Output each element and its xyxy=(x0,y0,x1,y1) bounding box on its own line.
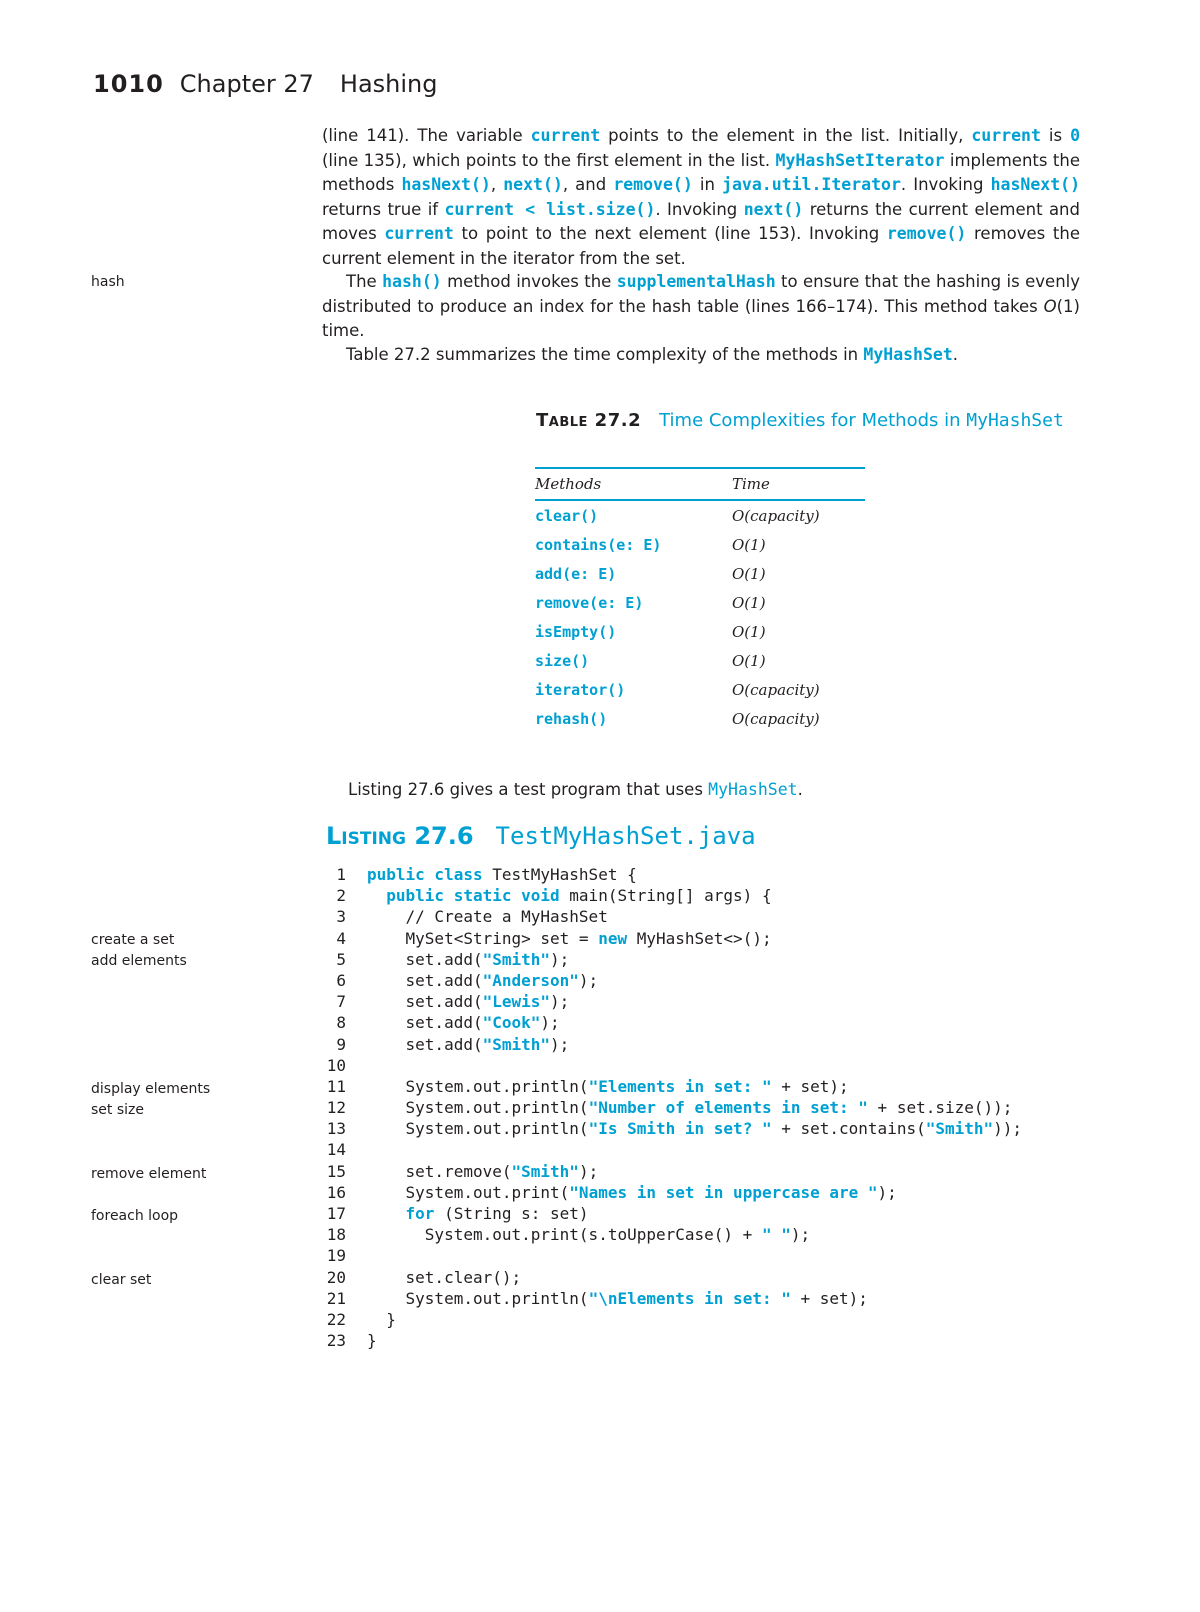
line-number: 21 xyxy=(326,1288,346,1308)
code-text xyxy=(367,886,386,905)
paragraph-hash xyxy=(322,270,1080,344)
code-line xyxy=(322,1182,1022,1203)
line-number: 4 xyxy=(336,928,346,948)
table-row xyxy=(535,617,865,646)
code-text: ); xyxy=(578,970,599,990)
code-text: ); xyxy=(540,1013,560,1033)
code-text: )); xyxy=(993,1119,1023,1139)
text-run: in xyxy=(692,175,723,194)
line-number: 23 xyxy=(326,1331,346,1351)
code-text: ); xyxy=(550,949,570,969)
code-text xyxy=(367,1204,406,1223)
margin-note-create-set: create a set xyxy=(91,932,175,948)
listing-caption xyxy=(326,822,756,850)
code-line xyxy=(322,970,1022,991)
code-line xyxy=(322,1245,1022,1266)
line-number: 20 xyxy=(326,1267,346,1287)
table-row xyxy=(535,646,865,675)
code-keyword: public class xyxy=(367,865,483,884)
text-run: (line 141). The variable xyxy=(322,126,531,145)
code-line xyxy=(322,928,1022,949)
code-text: set.add( xyxy=(367,1034,483,1054)
text-run: , and xyxy=(562,175,614,194)
text-run: to point to the next element (line 153). Invoking xyxy=(453,224,887,243)
complexity-table xyxy=(535,467,865,733)
text-run: , xyxy=(490,175,504,194)
code-text: ); xyxy=(578,1161,599,1181)
code-text: set.add( xyxy=(367,949,483,969)
code-string: "Smith" xyxy=(482,949,551,969)
code-line xyxy=(322,1055,1022,1076)
code-string: "Names in set in uppercase are " xyxy=(569,1182,878,1202)
paragraph-table-intro xyxy=(322,343,1080,368)
code-string: "Smith" xyxy=(482,1034,551,1054)
line-number: 17 xyxy=(326,1204,346,1223)
inline-code: hasNext() xyxy=(990,175,1080,194)
code-line xyxy=(322,1203,1022,1224)
code-text: TestMyHashSet { xyxy=(482,865,637,884)
code-text: System.out.println( xyxy=(367,1288,589,1308)
code-string: "Is Smith in set? " xyxy=(588,1119,772,1139)
code-string: "Number of elements in set: " xyxy=(588,1098,868,1118)
code-text: set.add( xyxy=(367,1013,483,1033)
code-line xyxy=(322,864,1022,885)
line-number: 9 xyxy=(336,1034,346,1054)
method-cell: contains(e: E) xyxy=(535,535,662,554)
page-number: 1010 xyxy=(93,70,164,98)
time-cell: O(1) xyxy=(732,535,766,554)
running-header xyxy=(93,70,438,98)
chapter-title: Hashing xyxy=(339,70,438,98)
code-text: MyHashSet<>(); xyxy=(627,928,772,948)
text-run: (1) time. xyxy=(322,296,1080,340)
margin-note-add-elements: add elements xyxy=(91,953,187,969)
line-number: 14 xyxy=(326,1140,346,1160)
margin-note-foreach-loop: foreach loop xyxy=(91,1208,179,1224)
line-number: 13 xyxy=(326,1119,346,1139)
table-row xyxy=(535,559,865,588)
text-run: removes the current element in the iterator from the set. xyxy=(322,224,1080,268)
code-line xyxy=(322,906,1022,927)
code-text: main(String[] args) { xyxy=(559,886,772,906)
code-line xyxy=(322,1139,1022,1160)
inline-code: next() xyxy=(503,175,563,194)
code-string: "Lewis" xyxy=(482,992,551,1012)
code-string: "Smith" xyxy=(925,1119,994,1139)
inline-code: current xyxy=(971,126,1041,145)
text-run: is xyxy=(1040,126,1071,145)
code-keyword: public static void xyxy=(386,886,560,906)
time-cell: O(1) xyxy=(732,564,766,583)
code-line xyxy=(322,1330,1022,1351)
table-caption xyxy=(536,408,1064,434)
code-text: System.out.println( xyxy=(367,1119,589,1139)
time-cell: O(1) xyxy=(732,593,766,612)
inline-code: MyHashSetIterator xyxy=(775,150,945,170)
inline-code: current < list.size() xyxy=(444,199,656,219)
line-number: 15 xyxy=(326,1161,346,1181)
column-header-methods: Methods xyxy=(535,468,732,500)
table-row xyxy=(535,500,865,530)
code-line xyxy=(322,1309,1022,1330)
code-text: MySet<String> set = xyxy=(367,928,599,948)
text-run: returns the current element and moves xyxy=(322,199,1080,243)
text-run: . Invoking xyxy=(655,199,744,219)
code-text: set.add( xyxy=(367,992,483,1012)
code-text: + set.contains( xyxy=(771,1119,926,1139)
method-cell: size() xyxy=(535,651,590,670)
code-text: + set.size()); xyxy=(867,1098,1013,1118)
line-number: 11 xyxy=(326,1076,346,1096)
code-text: set.remove( xyxy=(367,1161,512,1181)
listing-intro: Listing 27.6 gives a test program that uses MyHashSet. xyxy=(348,780,803,799)
time-cell: O(capacity) xyxy=(732,506,820,525)
line-number: 1 xyxy=(336,865,346,884)
text-run: method invokes the xyxy=(441,272,617,291)
paragraph-iterator xyxy=(322,124,1080,271)
line-number: 7 xyxy=(336,992,346,1012)
text-run: points to the element in the list. Initially, xyxy=(600,126,972,145)
listing-filename: TestMyHashSet.java xyxy=(495,822,756,850)
inline-code: current xyxy=(530,126,601,145)
inline-code: next() xyxy=(743,199,804,219)
table-row xyxy=(535,588,865,617)
code-text: ); xyxy=(877,1182,897,1202)
method-cell: isEmpty() xyxy=(535,622,617,641)
code-line xyxy=(322,1076,1022,1097)
line-number: 22 xyxy=(326,1309,346,1329)
text-run: . Invoking xyxy=(900,175,991,194)
text-run: to ensure that the hashing is evenly distributed to produce an index for the hash table (lines 166–174). This method takes xyxy=(322,272,1080,316)
line-number: 6 xyxy=(336,970,346,990)
method-cell: iterator() xyxy=(535,680,626,699)
text-run: . xyxy=(952,345,959,364)
inline-code: remove() xyxy=(613,175,693,194)
table-row xyxy=(535,530,865,559)
table-row xyxy=(535,675,865,704)
line-number: 19 xyxy=(326,1246,346,1266)
margin-note-hash: hash xyxy=(91,274,125,290)
code-keyword: new xyxy=(598,928,628,948)
method-cell: rehash() xyxy=(535,709,608,728)
code-text: System.out.print(s.toUpperCase() + xyxy=(367,1225,762,1245)
code-text: (String s: set) xyxy=(434,1204,589,1223)
code-string: "Anderson" xyxy=(482,970,579,990)
italic-text: O xyxy=(1043,296,1057,316)
line-number: 5 xyxy=(336,949,346,969)
column-header-time: Time xyxy=(732,468,865,500)
chapter-label: Chapter 27 xyxy=(179,70,314,98)
table-label: Table 27.2 xyxy=(536,410,642,431)
line-number: 3 xyxy=(336,907,346,927)
code-line xyxy=(322,1288,1022,1309)
code-line xyxy=(322,885,1022,906)
code-text xyxy=(367,907,406,926)
listing-intro-code: MyHashSet xyxy=(708,780,798,799)
code-text: } xyxy=(367,1331,377,1351)
code-line xyxy=(322,1161,1022,1182)
code-string: "Cook" xyxy=(482,1013,541,1033)
inline-code: java.util.Iterator xyxy=(722,175,901,194)
code-text: System.out.println( xyxy=(367,1098,589,1118)
text-run: Table 27.2 summarizes the time complexity of the methods in xyxy=(346,345,864,364)
table-header-row xyxy=(535,468,865,500)
code-keyword: for xyxy=(405,1204,435,1223)
code-text: System.out.print( xyxy=(367,1182,570,1202)
code-line xyxy=(322,1224,1022,1245)
code-line xyxy=(322,1267,1022,1288)
code-line xyxy=(322,991,1022,1012)
method-cell: add(e: E) xyxy=(535,564,617,583)
time-cell: O(capacity) xyxy=(732,680,820,699)
code-line xyxy=(322,1097,1022,1118)
code-comment: // Create a MyHashSet xyxy=(405,907,608,927)
text-run: The xyxy=(346,272,383,291)
code-string: " " xyxy=(761,1225,791,1245)
method-cell: clear() xyxy=(535,506,599,525)
code-text: ); xyxy=(550,992,570,1012)
table-row xyxy=(535,704,865,733)
code-text: ); xyxy=(550,1034,570,1054)
line-number: 10 xyxy=(326,1055,346,1075)
line-number: 8 xyxy=(336,1013,346,1033)
inline-code: hasNext() xyxy=(401,175,491,194)
line-number: 12 xyxy=(326,1098,346,1118)
time-cell: O(1) xyxy=(732,651,766,670)
code-line xyxy=(322,1034,1022,1055)
margin-note-remove-element: remove element xyxy=(91,1166,207,1182)
code-text: + set); xyxy=(771,1076,849,1096)
code-string: "Elements in set: " xyxy=(588,1076,772,1096)
text-run: (line 135), which points to the first element in the list. xyxy=(322,150,776,170)
inline-code: supplementalHash xyxy=(616,272,776,291)
table-title: Time Complexities for Methods in xyxy=(659,410,967,431)
margin-note-display-elements: display elements xyxy=(91,1081,211,1097)
code-text: set.add( xyxy=(367,970,483,990)
code-text: System.out.println( xyxy=(367,1076,589,1096)
line-number: 16 xyxy=(326,1182,346,1202)
inline-code: remove() xyxy=(886,224,967,243)
margin-note-clear-set: clear set xyxy=(91,1272,152,1288)
code-line xyxy=(322,1012,1022,1033)
code-line xyxy=(322,949,1022,970)
method-cell: remove(e: E) xyxy=(535,593,644,612)
code-listing xyxy=(322,864,1022,1351)
time-cell: O(capacity) xyxy=(732,709,820,728)
listing-label: Listing 27.6 xyxy=(326,822,474,850)
margin-note-set-size: set size xyxy=(91,1102,144,1118)
code-line xyxy=(322,1118,1022,1139)
code-text: + set); xyxy=(790,1288,868,1308)
time-cell: O(1) xyxy=(732,622,766,641)
line-number: 18 xyxy=(326,1225,346,1245)
text-run: implements the methods xyxy=(322,150,1080,194)
table-title-code: MyHashSet xyxy=(966,410,1064,431)
line-number: 2 xyxy=(336,886,346,906)
code-string: "Smith" xyxy=(511,1161,579,1181)
inline-code: hash() xyxy=(382,272,442,291)
code-text: ); xyxy=(790,1225,811,1245)
text-run: returns true if xyxy=(322,199,445,219)
code-text: set.clear(); xyxy=(367,1267,522,1287)
inline-code: MyHashSet xyxy=(863,345,953,364)
inline-code: 0 xyxy=(1070,126,1080,145)
code-text: } xyxy=(367,1309,396,1329)
code-string: "\nElements in set: " xyxy=(588,1288,791,1308)
inline-code: current xyxy=(384,224,454,243)
